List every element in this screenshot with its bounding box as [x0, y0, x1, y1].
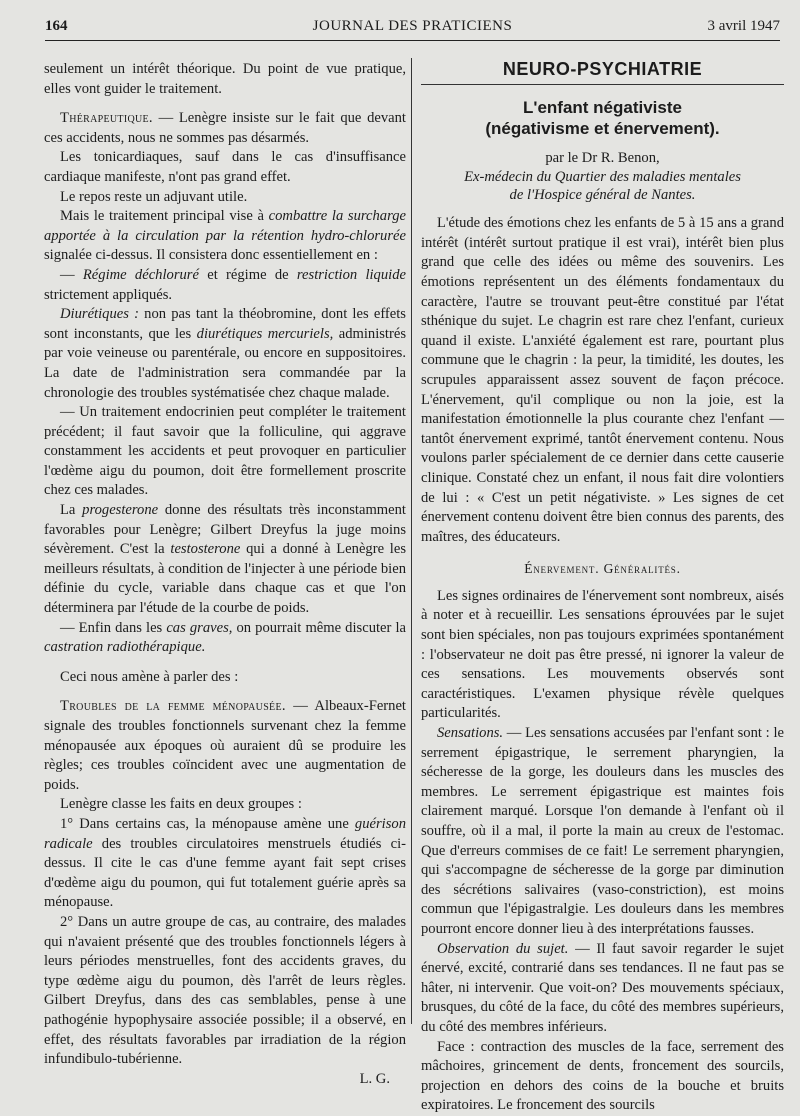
paragraph: 2° Dans un autre groupe de cas, au contraire, des malades qui n'avaient présenté que des troubles fonctionnels légers à leurs périodes menstruelles, font des accidents graves, du type œdème aigu du poumon, dès l'arrêt de leurs règles. Gilbert Dreyfus, dans des cas semblables, pense à une pathogénie hypophysaire associée possible; il a observé, en effet, des résultats favorables par irradiation de la région infundibulo-tubérienne.: [44, 913, 406, 1068]
author-signature: L. G.: [359, 1070, 390, 1087]
left-column: [44, 60, 406, 1089]
column-divider: [411, 58, 412, 1024]
paragraph: — Enfin dans les cas graves, on pourrait même discuter la castration radiothérapique.: [44, 619, 406, 656]
page-number: 164: [45, 18, 68, 34]
paragraph: Thérapeutique. — Lenègre insiste sur le fait que devant ces accidents, nous ne sommes pas désarmés.: [44, 110, 406, 146]
paragraph: Lenègre classe les faits en deux groupes :: [60, 796, 302, 813]
paragraph: Les signes ordinaires de l'énervement sont nombreux, aisés à noter et à recueillir. Les sensations éprouvées par le sujet sont bien spéciales, non pas toujours exprimées spontanément : l'observateur ne doit pas être pressé, ni ignorer la valeur de ces sensations. Les mouvements observés sont caractéristiques. L'examen physique révèle quelques particularités.: [421, 587, 784, 722]
paragraph: Sensations. — Les sensations accusées par l'enfant sont : le serrement épigastrique, le serrement pharyngien, la sécheresse de la gorge, les douleurs dans les muscles des membres. Le serrement épigastrique est maintes fois clairement marqué. Lorsque l'on demande à l'enfant où il souffre, où il a mal, il porte la main au creux de l'estomac. Que d'erreurs commises de ce fait! Le serrement pharyngien, qui s'accompagne de sécheresse de la gorge par diminution des sécrétions salivaires (vaso-constriction), est moins commun que l'épigastralgie. Les douleurs dans les membres pourront encore donner lieu à des interprétations fausses.: [421, 725, 784, 937]
running-header: [45, 18, 780, 41]
paragraph: Face : contraction des muscles de la face, serrement des mâchoires, grincement de dents, froncement des sourcils, projection en dehors des coins de la bouche et bruits expiratoires. Le froncement des sourcils: [421, 1038, 784, 1114]
paragraph: — Régime déchloruré et régime de restriction liquide strictement appliqués.: [44, 266, 406, 303]
paragraph: L'étude des émotions chez les enfants de 5 à 15 ans a grand intérêt (intérêt surtout pratique il est vrai), intérêt bien plus grand que celle des idées ou même des souvenirs. Les émotions représentent un des éléments fondamentaux du caractère, l'autre se trouvant peut-être constitué par l'état sthénique du sujet. Le chagrin est rare chez l'enfant, curieux quand il existe. L'anxiété également est rare, pourtant plus commune que le chagrin : la peur, la timidité, les doutes, les scrupules apparaissent assez souvent de façon précoce. L'énervement, qu'il complique ou non la joie, est la manifestation émotionnelle la plus courante chez l'enfant — tantôt énervement exprimé, tantôt énervement contenu. Nous voulons parler spécialement de ce dernier dans cette causerie clinique. Constaté chez un enfant, il nous fait dire volontiers de lui : « C'est un petit négativiste. » Les signes de cet énervement contenu doivent être bien connus des parents, des maîtres, des éducateurs.: [421, 215, 784, 545]
paragraph: Observation du sujet. — Il faut savoir regarder le sujet énervé, excité, contrarié dans ses tendances. Il ne faut pas se hâter, ni intervenir. Que voit-on? Des mouvements spéciaux, brusques, du côté de la face, du côté des membres supérieurs, du côté des membres inférieurs.: [421, 940, 784, 1035]
article-title: L'enfant négativiste (négativisme et énervement).: [485, 97, 720, 138]
author-affiliation: Ex-médecin du Quartier des maladies mentales de l'Hospice général de Nantes.: [464, 169, 741, 204]
byline: par le Dr R. Benon,: [545, 149, 660, 166]
paragraph: Les tonicardiaques, sauf dans le cas d'insuffisance cardiaque manifeste, n'ont pas grand effet.: [44, 149, 406, 185]
issue-date: 3 avril 1947: [707, 18, 780, 34]
journal-title: JOURNAL DES PRATICIENS: [312, 18, 513, 34]
subheading: Énervement. Généralités.: [524, 561, 681, 577]
paragraph: Troubles de la femme ménopausée. — Albeaux-Fernet signale des troubles fonctionnels survenant chez la femme ménopausée aux époques où auraient dû se produire les règles; ces troubles coïncident avec une augmentation de poids.: [44, 698, 406, 793]
paragraph: 1° Dans certains cas, la ménopause amène une guérison radicale des troubles circulatoires menstruels étudiés ci-dessus. Il cite le cas d'une femme ayant fait sept crises d'œdème aigu du poumon, qui fut totalement guérie après sa ménopause.: [44, 815, 406, 911]
paragraph: Mais le traitement principal vise à combattre la surcharge apportée à la circulation par la rétention hydro-chlorurée signalée ci-dessus. Il consistera donc essentiellement en :: [44, 208, 406, 264]
paragraph: Diurétiques : non pas tant la théobromine, dont les effets sont inconstants, que les diurétiques mercuriels, administrés par voie veineuse ou parentérale, ou encore en suppositoires. La date de l'administration sera commandée par la chronologie des troubles systématisée chez chaque malade.: [44, 306, 406, 401]
right-column: [421, 60, 784, 1116]
paragraph: Le repos reste un adjuvant utile.: [60, 188, 248, 205]
paragraph: La progesterone donne des résultats très inconstamment favorables pour Lenègre; Gilbert Dreyfus la juge moins sévèrement. C'est la testosterone qui a donné à Lenègre les meilleurs résultats, à condition de l'injecter à une période bien définie du cycle, variable dans chaque cas et que l'on déterminera par l'étude de la courbe de poids.: [44, 502, 407, 617]
paragraph: seulement un intérêt théorique. Du point de vue pratique, elles vont guider le traitement.: [44, 61, 406, 97]
run-in-heading: Troubles de la femme ménopausée.: [60, 698, 286, 715]
run-in-heading: Thérapeutique.: [60, 110, 153, 127]
section-heading: NEURO-PSYCHIATRIE: [421, 60, 784, 85]
paragraph: — Un traitement endocrinien peut compléter le traitement précédent; il faut savoir que la folliculine, qui aggrave constamment les accidents et peut provoquer en particulier l'œdème aigu du poumon, doit être formellement proscrite chez ces malades.: [44, 404, 406, 499]
paragraph: Ceci nous amène à parler des :: [60, 668, 239, 685]
